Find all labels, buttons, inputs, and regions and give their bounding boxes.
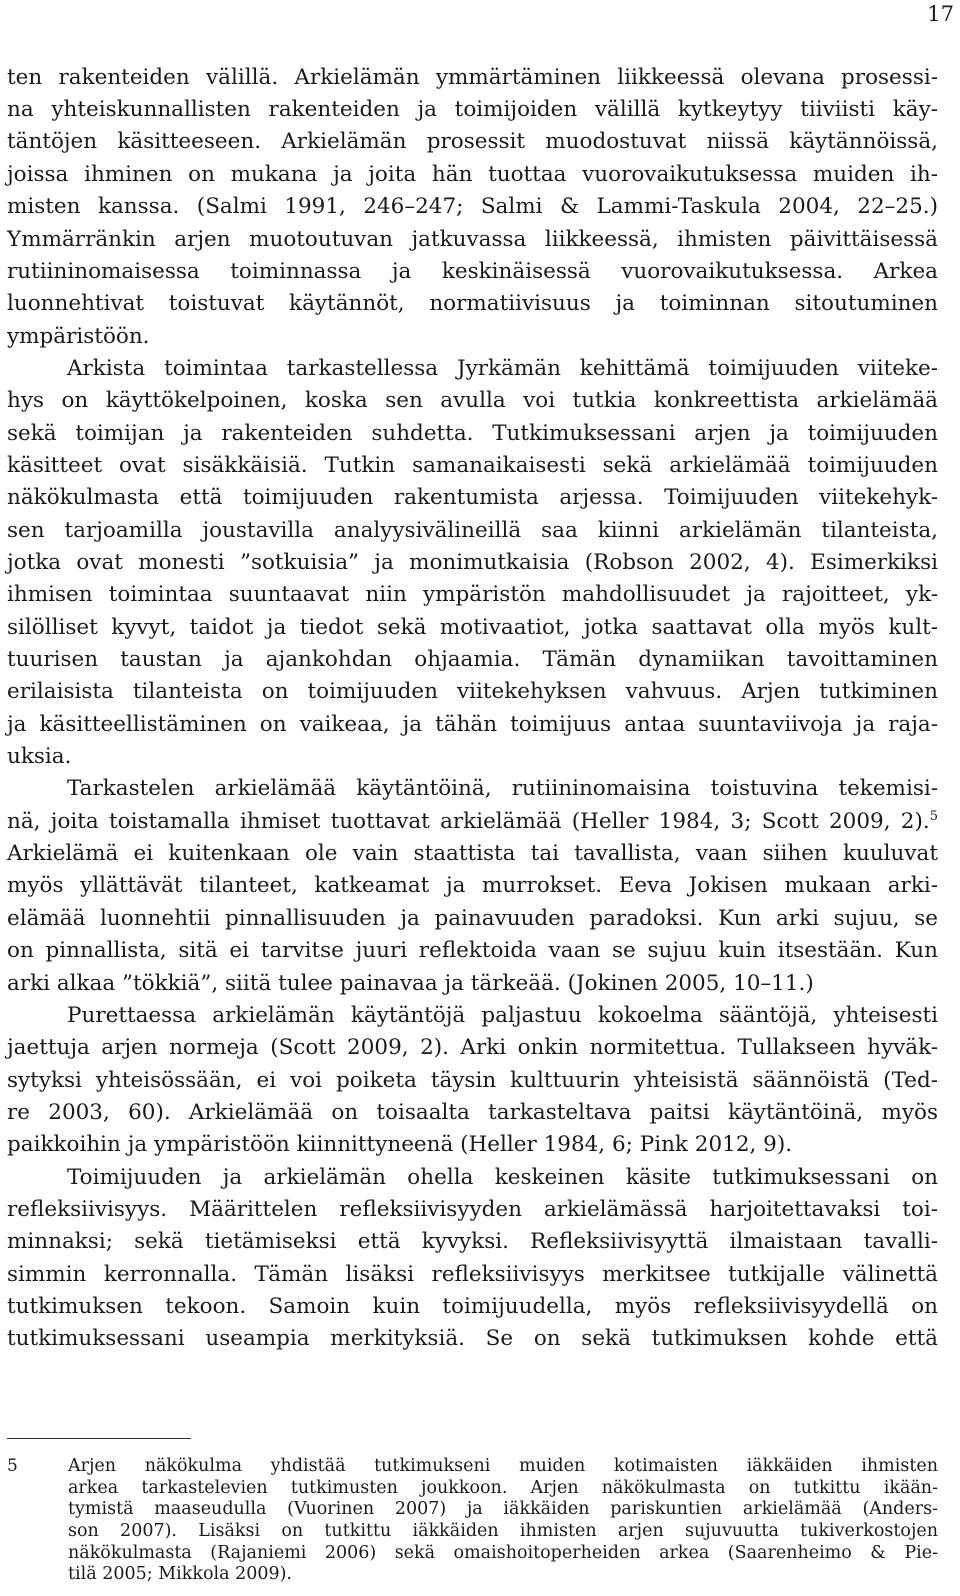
footnote-line: tilä 2005; Mikkola 2009).: [68, 1564, 292, 1584]
body-line: täntöjen käsitteeseen. Arkielämän prosessit muodostuvat niissä käytännöissä,: [7, 129, 938, 154]
body-line: refleksiivisyys. Määrittelen refleksiivisyyden arkielämässä harjoitettavaksi toi-: [7, 1197, 938, 1222]
body-line: na yhteiskunnallisten rakenteiden ja toimijoiden välillä kytkeytyy tiiviisti käy-: [7, 97, 938, 122]
body-line: on pinnallista, sitä ei tarvitse juuri reflektoida vaan se sujuu kuin itsestään. Kun: [7, 938, 938, 963]
body-line: myös yllättävät tilanteet, katkeamat ja murrokset. Eeva Jokisen mukaan arki-: [7, 873, 938, 898]
body-line: Purettaessa arkielämän käytäntöjä paljastuu kokoelma sääntöjä, yhteisesti: [67, 1003, 938, 1028]
body-line: jotka ovat monesti ”sotkuisia” ja monimutkaisia (Robson 2002, 4). Esimerkiksi: [7, 550, 938, 575]
body-line: joissa ihminen on mukana ja joita hän tuottaa vuorovaikutuksessa muiden ih-: [7, 162, 938, 187]
body-line: rutiininomaisessa toiminnassa ja keskinäisessä vuorovaikutuksessa. Arkea: [7, 259, 938, 284]
body-line: ten rakenteiden välillä. Arkielämän ymmärtäminen liikkeessä olevana prosessi-: [7, 65, 938, 90]
body-line: nä, joita toistamalla ihmiset tuottavat arkielämää (Heller 1984, 3; Scott 2009, 2).$^5$: [7, 809, 938, 834]
body-line: Arkielämä ei kuitenkaan ole vain staattista tai tavallista, vaan siihen kuuluvat: [7, 841, 938, 866]
body-line: luonnehtivat toistuvat käytännöt, normatiivisuus ja toiminnan sitoutuminen: [7, 291, 938, 316]
body-line: tutkimuksessani useampia merkityksiä. Se on sekä tutkimuksen kohde että: [7, 1326, 938, 1351]
footnote-number: 5: [7, 1456, 18, 1476]
body-line: Ymmärränkin arjen muotoutuvan jatkuvassa liikkeessä, ihmisten päivittäisessä: [7, 227, 938, 252]
body-line: ihmisen toimintaa suuntaavat niin ympäristön mahdollisuudet ja rajoitteet, yk-: [7, 582, 938, 607]
body-line: arki alkaa ”tökkiä”, siitä tulee painavaa ja tärkeää. (Jokinen 2005, 10–11.): [7, 971, 814, 996]
body-line: Tarkastelen arkielämää käytäntöinä, rutiininomaisina toistuvina tekemisi-: [67, 776, 938, 801]
body-line: re 2003, 60). Arkielämää on toisaalta tarkasteltava paitsi käytäntöinä, myös: [7, 1100, 938, 1125]
body-line: silölliset kyvyt, taidot ja tiedot sekä motivaatiot, jotka saattavat olla myös kult-: [7, 615, 938, 640]
footnote-line: son 2007). Lisäksi on tutkittu iäkkäiden ihmisten arjen sujuvuutta tukiverkostojen: [68, 1521, 938, 1541]
footnote-reference[interactable]: 5: [929, 809, 938, 824]
body-line: tuurisen taustan ja ajankohdan ohjaamia. Tämän dynamiikan tavoittaminen: [7, 647, 938, 672]
footnote-rule: [7, 1438, 191, 1439]
body-line: minnaksi; sekä tietämiseksi että kyvyksi. Refleksiivisyyttä ilmaistaan tavalli-: [7, 1229, 938, 1254]
footnote-line: tymistä maaseudulla (Vuorinen 2007) ja iäkkäiden pariskuntien arkielämää (Anders-: [68, 1499, 938, 1519]
body-line: sytyksi yhteisössään, ei voi poiketa täysin kulttuurin yhteisistä säännöistä (Ted-: [7, 1068, 938, 1093]
body-line: näkökulmasta että toimijuuden rakentumista arjessa. Toimijuuden viitekehyk-: [7, 485, 938, 510]
body-line: Toimijuuden ja arkielämän ohella keskeinen käsite tutkimuksessani on: [67, 1165, 938, 1190]
body-line: sen tarjoamilla joustavilla analyysivälineillä saa kiinni arkielämän tilanteista,: [7, 518, 938, 543]
body-line: tutkimuksen tekoon. Samoin kuin toimijuudella, myös refleksiivisyydellä on: [7, 1294, 938, 1319]
body-line: erilaisista tilanteista on toimijuuden viitekehyksen vahvuus. Arjen tutkiminen: [7, 679, 938, 704]
body-line: misten kanssa. (Salmi 1991, 246–247; Salmi & Lammi-Taskula 2004, 22–25.): [7, 194, 938, 219]
body-line: käsitteet ovat sisäkkäisiä. Tutkin samanaikaisesti sekä arkielämää toimijuuden: [7, 453, 938, 478]
footnote-line: arkea tarkastelevien tutkimusten joukkoon. Arjen näkökulmasta on tutkittu ikään-: [68, 1478, 938, 1498]
body-line: hys on käyttökelpoinen, koska sen avulla voi tutkia konkreettista arkielämää: [7, 388, 938, 413]
body-line: simmin kerronnalla. Tämän lisäksi refleksiivisyys merkitsee tutkijalle välinettä: [7, 1262, 938, 1287]
body-line: paikkoihin ja ympäristöön kiinnittyneenä (Heller 1984, 6; Pink 2012, 9).: [7, 1132, 793, 1157]
body-line: uksia.: [7, 744, 72, 769]
body-line: Arkista toimintaa tarkastellessa Jyrkämän kehittämä toimijuuden viiteke-: [67, 356, 938, 381]
page-number: 17: [927, 2, 954, 26]
body-line: sekä toimijan ja rakenteiden suhdetta. Tutkimuksessani arjen ja toimijuuden: [7, 421, 938, 446]
body-line: ympäristöön.: [7, 324, 150, 349]
body-line: elämää luonnehtii pinnallisuuden ja painavuuden paradoksi. Kun arki sujuu, se: [7, 906, 938, 931]
footnote-line: Arjen näkökulma yhdistää tutkimukseni muiden kotimaisten iäkkäiden ihmisten: [68, 1456, 938, 1476]
body-line: jaettuja arjen normeja (Scott 2009, 2). Arki onkin normitettua. Tullakseen hyväk-: [7, 1035, 938, 1060]
body-line: ja käsitteellistäminen on vaikeaa, ja tähän toimijuus antaa suuntaviivoja ja raja-: [7, 712, 938, 737]
footnote-line: näkökulmasta (Rajaniemi 2006) sekä omaishoitoperheiden arkea (Saarenheimo & Pie-: [68, 1543, 938, 1563]
